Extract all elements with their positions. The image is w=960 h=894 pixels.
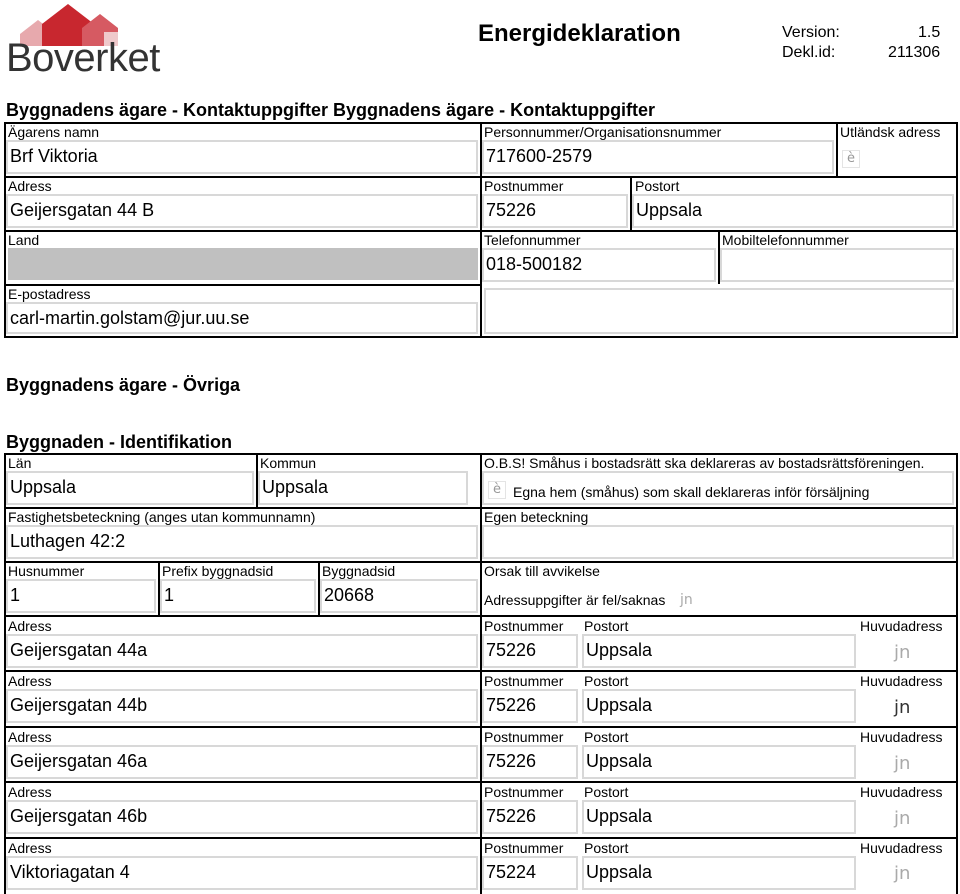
address-row-postort-label: Postort: [584, 673, 629, 689]
address-row-huvud-checkbox[interactable]: jn: [894, 863, 911, 884]
obs-note: O.B.S! Småhus i bostadsrätt ska deklareras av bostadsrättsföreningen.: [484, 455, 925, 471]
owner-address-label: Adress: [8, 178, 52, 194]
fastighet-value: Luthagen 42:2: [10, 531, 126, 551]
owner-empty-field[interactable]: [484, 288, 954, 334]
version-value: 1.5: [918, 24, 941, 41]
land-field[interactable]: [8, 248, 478, 280]
husnummer-field[interactable]: [6, 579, 156, 613]
orsak-text: Adressuppgifter är fel/saknas: [484, 592, 666, 608]
orsak-checkbox[interactable]: jn: [680, 592, 693, 608]
address-row-huvud-label: Huvudadress: [860, 784, 943, 800]
address-row-postort-value: Uppsala: [586, 751, 653, 771]
address-row-adress-label: Adress: [8, 840, 52, 856]
address-row-postort-label: Postort: [584, 618, 629, 634]
address-row-postnr-value: 75226: [486, 806, 537, 826]
mobile-field[interactable]: [720, 248, 954, 282]
section-title-owner-other: Byggnadens ägare - Övriga: [6, 375, 241, 395]
dekl-id-value: 211306: [888, 44, 941, 61]
address-row-postnr-value: 75226: [486, 751, 537, 771]
address-row-huvud-checkbox[interactable]: jn: [894, 808, 911, 829]
lan-label: Län: [8, 455, 32, 471]
land-label: Land: [8, 232, 40, 248]
dekl-id-label: Dekl.id:: [782, 44, 836, 61]
document-title: Energideklaration: [478, 20, 681, 47]
address-row-huvud-label: Huvudadress: [860, 729, 943, 745]
egna-hem-label: Egna hem (småhus) som skall deklareras inför försäljning: [513, 484, 870, 500]
address-row-huvud-checkbox[interactable]: jn: [894, 642, 911, 663]
orgnr-value: 717600-2579: [486, 146, 593, 166]
address-row-postnr-label: Postnummer: [484, 729, 564, 745]
address-row-huvud-checkbox[interactable]: jn: [894, 753, 911, 774]
owner-postnr-label: Postnummer: [484, 178, 564, 194]
address-row-adress-value: Geijersgatan 44a: [10, 640, 148, 660]
address-row-huvud-label: Huvudadress: [860, 840, 943, 856]
egen-beteckning-field[interactable]: [482, 525, 954, 559]
version-label: Version:: [782, 24, 840, 41]
owner-postnr-value: 75226: [486, 200, 537, 220]
owner-postort-value: Uppsala: [636, 200, 703, 220]
orsak-label: Orsak till avvikelse: [484, 563, 600, 579]
address-row-adress-label: Adress: [8, 784, 52, 800]
lan-value: Uppsala: [10, 477, 77, 497]
owner-postort-label: Postort: [635, 178, 680, 194]
address-row-adress-value: Geijersgatan 46a: [10, 751, 148, 771]
egen-beteckning-label: Egen beteckning: [484, 509, 589, 525]
email-label: E-postadress: [8, 286, 91, 302]
section-title-identification: Byggnaden - Identifikation: [6, 432, 233, 452]
egna-hem-checkbox[interactable]: è: [488, 481, 506, 499]
address-row-postnr-value: 75224: [486, 862, 537, 882]
prefix-field[interactable]: [160, 579, 316, 613]
address-row-postnr-label: Postnummer: [484, 784, 564, 800]
husnummer-value: 1: [10, 585, 21, 605]
email-value: carl-martin.golstam@jur.uu.se: [10, 308, 250, 328]
address-row-postort-value: Uppsala: [586, 806, 653, 826]
address-row-adress-value: Viktoriagatan 4: [10, 862, 130, 882]
phone-label: Telefonnummer: [484, 232, 581, 248]
owner-name-label: Ägarens namn: [8, 124, 100, 140]
foreign-address-checkbox[interactable]: è: [842, 150, 860, 168]
orgnr-label: Personnummer/Organisationsnummer: [484, 124, 722, 140]
address-row-postnr-value: 75226: [486, 695, 537, 715]
byggnadsid-value: 20668: [324, 585, 375, 605]
address-row-postort-value: Uppsala: [586, 862, 653, 882]
address-row-adress-label: Adress: [8, 729, 52, 745]
address-row-adress-value: Geijersgatan 46b: [10, 806, 148, 826]
foreign-address-label: Utländsk adress: [840, 124, 941, 140]
prefix-value: 1: [164, 585, 175, 605]
address-row-postnr-label: Postnummer: [484, 618, 564, 634]
prefix-label: Prefix byggnadsid: [162, 563, 274, 579]
kommun-label: Kommun: [260, 455, 317, 471]
address-row-postort-label: Postort: [584, 784, 629, 800]
address-row-huvud-label: Huvudadress: [860, 618, 943, 634]
address-row-postort-label: Postort: [584, 840, 629, 856]
logo-text: Boverket: [6, 36, 160, 80]
address-row-adress-value: Geijersgatan 44b: [10, 695, 148, 715]
mobile-label: Mobiltelefonnummer: [722, 232, 849, 248]
byggnadsid-label: Byggnadsid: [322, 563, 396, 579]
address-row-postnr-label: Postnummer: [484, 673, 564, 689]
owner-address-value: Geijersgatan 44 B: [10, 200, 155, 220]
address-row-adress-label: Adress: [8, 673, 52, 689]
owner-name-value: Brf Viktoria: [10, 146, 98, 166]
address-row-adress-label: Adress: [8, 618, 52, 634]
address-row-huvud-checkbox[interactable]: jn: [894, 697, 911, 718]
address-row-huvud-label: Huvudadress: [860, 673, 943, 689]
fastighet-label: Fastighetsbeteckning (anges utan kommunnamn): [8, 509, 316, 525]
address-row-postort-label: Postort: [584, 729, 629, 745]
phone-value: 018-500182: [486, 254, 583, 274]
address-row-postort-value: Uppsala: [586, 640, 653, 660]
husnummer-label: Husnummer: [8, 563, 85, 579]
address-row-postnr-value: 75226: [486, 640, 537, 660]
kommun-value: Uppsala: [262, 477, 329, 497]
address-row-postnr-label: Postnummer: [484, 840, 564, 856]
address-row-postort-value: Uppsala: [586, 695, 653, 715]
section-title-owner-contact: Byggnadens ägare - Kontaktuppgifter Byggnadens ägare - Kontaktuppgifter: [6, 100, 656, 120]
